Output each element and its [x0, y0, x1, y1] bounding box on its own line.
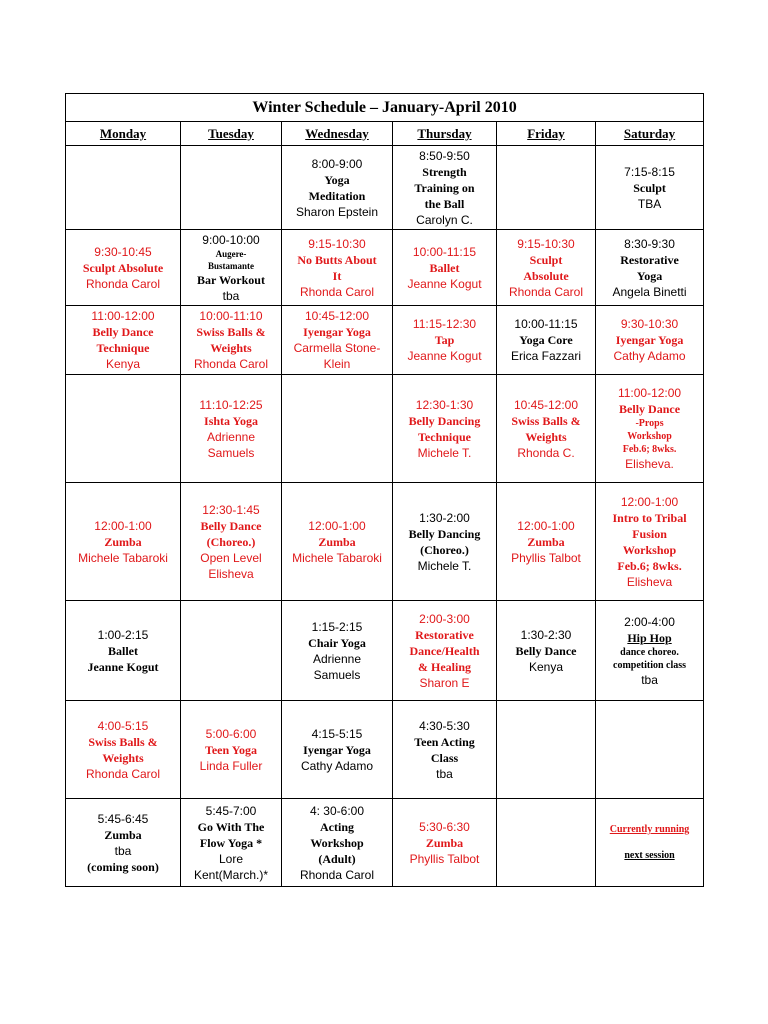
class-line: 11:10-12:25 — [199, 397, 263, 412]
class-cell-saturday — [596, 701, 704, 799]
class-line: Ishta Yoga — [204, 413, 258, 428]
class-cell-friday — [497, 375, 596, 483]
class-cell-monday — [66, 701, 181, 799]
class-line: Go With The — [197, 819, 265, 834]
class-line: Technique — [418, 429, 471, 444]
class-line: 8:00-9:00 — [311, 156, 363, 171]
class-line: 8:50-9:50 — [419, 148, 470, 163]
class-cell-tuesday — [181, 230, 282, 306]
class-cell-friday — [497, 799, 596, 887]
class-line: Tap — [434, 333, 455, 347]
class-line: Ballet — [429, 260, 460, 275]
class-line: Rhonda Carol — [299, 284, 375, 299]
class-line: Feb.6; 8wks. — [617, 558, 682, 573]
class-line: 9:15-10:30 — [308, 236, 366, 251]
class-line: Intro to Tribal — [612, 510, 687, 525]
class-cell-tuesday — [181, 483, 282, 601]
class-line: 12:00-1:00 — [308, 518, 366, 533]
class-line: Michele Tabaroki — [292, 550, 382, 565]
class-line: 10:00-11:10 — [199, 309, 263, 323]
class-line: Carmella Stone- — [293, 341, 381, 355]
class-line: It — [332, 268, 342, 283]
class-line: 4:15-5:15 — [311, 726, 363, 741]
schedule-title: Winter Schedule – January-April 2010 — [66, 94, 704, 122]
class-cell-monday — [66, 230, 181, 306]
class-line: Phyllis Talbot — [409, 851, 480, 866]
class-line: Meditation — [308, 188, 366, 203]
class-line: Kenya — [105, 357, 141, 371]
class-line: Sharon E — [419, 675, 470, 690]
class-line: Swiss Balls & — [88, 734, 158, 749]
class-line: Lore — [218, 851, 244, 866]
class-line: 7:15-8:15 — [624, 164, 675, 179]
class-line: (Choreo.) — [420, 542, 469, 557]
class-line: Adrienne — [312, 651, 362, 666]
class-line: Jeanne Kogut — [407, 276, 482, 291]
class-cell-tuesday — [181, 701, 282, 799]
class-line: Weights — [102, 750, 144, 765]
class-cell-saturday — [596, 483, 704, 601]
class-line: Belly Dance — [200, 518, 262, 533]
class-cell-wednesday — [282, 799, 393, 887]
class-line: Michele T. — [417, 558, 472, 573]
class-line: Weights — [210, 341, 252, 355]
class-line: Kenya — [528, 659, 564, 674]
class-line: Elisheva — [208, 566, 254, 581]
class-line: Belly Dancing — [408, 413, 481, 428]
class-line: Elisheva. — [625, 457, 674, 471]
class-line: Belly Dance — [92, 325, 154, 339]
schedule-row — [66, 146, 704, 230]
class-line: Dance/Health — [409, 643, 480, 658]
class-line: Sculpt — [529, 252, 563, 267]
class-line: Sculpt Absolute — [82, 260, 164, 275]
class-line: Rhonda Carol — [85, 766, 161, 781]
class-cell-wednesday — [282, 306, 393, 375]
class-line: (Adult) — [318, 851, 356, 866]
class-line: Yoga — [324, 172, 350, 187]
class-line: Erica Fazzari — [510, 349, 581, 363]
schedule-row — [66, 601, 704, 701]
class-line: 12:00-1:00 — [517, 518, 575, 533]
class-line: Rhonda Carol — [299, 867, 375, 882]
class-cell-friday — [497, 306, 596, 375]
class-line: Phyllis Talbot — [511, 550, 581, 565]
class-cell-thursday — [393, 230, 497, 306]
schedule-row — [66, 375, 704, 483]
class-cell-monday — [66, 306, 181, 375]
class-line: tba — [436, 766, 453, 781]
day-header-monday: Monday — [66, 122, 181, 146]
class-line: 5:00-6:00 — [205, 726, 257, 741]
class-line: Elisheva — [626, 574, 673, 589]
class-cell-monday — [66, 601, 181, 701]
class-line: Yoga Core — [519, 333, 573, 347]
class-line: & Healing — [418, 659, 471, 674]
class-line: Hip Hop — [627, 630, 672, 645]
class-line: Linda Fuller — [199, 758, 263, 773]
schedule-row — [66, 230, 704, 306]
class-cell-wednesday — [282, 146, 393, 230]
class-cell-friday — [497, 483, 596, 601]
class-cell-wednesday — [282, 483, 393, 601]
class-line: tba — [222, 288, 240, 303]
class-line: 10:00-11:15 — [412, 244, 477, 259]
class-line: 2:00-3:00 — [419, 611, 470, 626]
class-line: Swiss Balls & — [511, 413, 581, 428]
class-cell-tuesday — [181, 799, 282, 887]
class-cell-thursday — [393, 799, 497, 887]
class-line: Zumba — [104, 827, 142, 842]
class-line: Ballet — [108, 643, 138, 658]
class-line: 8:30-9:30 — [624, 236, 675, 251]
class-line: Workshop — [310, 835, 364, 850]
class-cell-saturday — [596, 146, 704, 230]
class-line: Cathy Adamo — [300, 758, 374, 773]
class-cell-friday — [497, 601, 596, 701]
class-line: Absolute — [523, 268, 569, 283]
class-line: tba — [114, 843, 132, 858]
class-cell-wednesday — [282, 601, 393, 701]
class-cell-thursday — [393, 146, 497, 230]
class-line: Teen Acting — [414, 734, 475, 749]
class-line: 5:30-6:30 — [419, 819, 470, 834]
class-line: 9:30-10:45 — [94, 244, 152, 259]
day-header-wednesday: Wednesday — [282, 122, 393, 146]
class-line: TBA — [637, 196, 662, 211]
class-line: Jeanne Kogut — [407, 349, 482, 363]
class-line: Belly Dancing — [408, 526, 481, 541]
class-line: 11:00-12:00 — [91, 309, 155, 323]
class-line: Adrienne — [206, 429, 256, 444]
class-line: Acting — [320, 819, 354, 834]
class-line: Fusion — [632, 526, 667, 541]
class-line: Michele Tabaroki — [78, 550, 168, 565]
class-line: the Ball — [424, 196, 465, 211]
class-line: 11:15-12:30 — [412, 317, 477, 331]
class-line: Workshop — [627, 431, 672, 442]
class-line: 5:45-7:00 — [205, 803, 257, 818]
class-cell-thursday — [393, 306, 497, 375]
class-cell-thursday — [393, 601, 497, 701]
class-line: Technique — [96, 341, 150, 355]
class-line: (coming soon) — [87, 859, 159, 874]
class-line: Klein — [323, 357, 351, 371]
class-line: competition class — [613, 659, 687, 671]
class-line: Samuels — [207, 445, 255, 460]
class-cell-monday — [66, 375, 181, 483]
class-cell-friday — [497, 146, 596, 230]
class-cell-saturday — [596, 306, 704, 375]
class-line: Belly Dance — [619, 402, 681, 416]
class-line: 12:00-1:00 — [94, 518, 152, 533]
class-line: 2:00-4:00 — [624, 614, 675, 629]
class-line: Rhonda C. — [517, 445, 575, 460]
class-line: (Choreo.) — [206, 534, 256, 549]
class-line: Bustamante — [207, 260, 254, 271]
class-line: Iyengar Yoga — [303, 742, 371, 757]
day-header-row — [66, 122, 704, 146]
class-cell-tuesday — [181, 146, 282, 230]
class-line: Currently running — [609, 824, 690, 835]
class-line: Rhonda Carol — [508, 284, 584, 299]
class-line: Open Level — [200, 550, 262, 565]
class-line: No Butts About — [297, 252, 377, 267]
class-cell-monday — [66, 799, 181, 887]
class-line: tba — [641, 672, 658, 687]
class-line: Iyengar Yoga — [303, 325, 371, 339]
class-line: Belly Dance — [515, 643, 577, 658]
class-line: Flow Yoga * — [199, 835, 263, 850]
class-cell-monday — [66, 483, 181, 601]
class-line: Samuels — [313, 667, 361, 682]
class-cell-wednesday — [282, 230, 393, 306]
class-line: 1:30-2:30 — [520, 627, 572, 642]
day-header-saturday: Saturday — [596, 122, 704, 146]
class-line: 12:30-1:30 — [415, 397, 474, 412]
class-line: Restorative — [620, 252, 679, 267]
class-line: dance choreo. — [620, 646, 679, 658]
day-header-tuesday: Tuesday — [181, 122, 282, 146]
class-line: Weights — [525, 429, 567, 444]
class-line: Rhonda Carol — [85, 276, 161, 291]
class-cell-wednesday — [282, 375, 393, 483]
class-line: 5:45-6:45 — [97, 811, 149, 826]
class-cell-friday — [497, 701, 596, 799]
day-header-thursday: Thursday — [393, 122, 497, 146]
class-line: Zumba — [527, 534, 565, 549]
class-line: Restorative — [415, 627, 474, 642]
class-line: 9:30-10:30 — [620, 317, 679, 331]
class-line: 1:00-2:15 — [97, 627, 149, 642]
class-line: Yoga — [636, 268, 663, 283]
schedule-table — [65, 93, 704, 887]
class-line: Sculpt — [633, 180, 666, 195]
class-line: 12:00-1:00 — [620, 494, 679, 509]
class-line: Kent(March.)* — [193, 867, 269, 882]
class-line: Chair Yoga — [308, 635, 366, 650]
class-line: Carolyn C. — [416, 212, 473, 227]
class-line: Rhonda Carol — [193, 357, 269, 371]
class-line: Training on — [414, 180, 475, 195]
class-line: Strength — [422, 164, 467, 179]
class-line: 9:00-10:00 — [202, 232, 260, 247]
class-line: Zumba — [425, 835, 464, 850]
class-line: Sharon Epstein — [295, 204, 379, 219]
class-cell-saturday — [596, 601, 704, 701]
class-cell-tuesday — [181, 375, 282, 483]
class-line: Jeanne Kogut — [87, 659, 159, 674]
day-header-friday: Friday — [497, 122, 596, 146]
class-line: Augere- — [215, 248, 247, 259]
class-line: 9:15-10:30 — [517, 236, 575, 251]
class-line: 4:30-5:30 — [419, 718, 470, 733]
class-line: 10:45-12:00 — [304, 309, 370, 323]
class-line: Class — [430, 750, 459, 765]
class-line — [598, 836, 701, 849]
class-line: 12:30-1:45 — [202, 502, 260, 517]
class-cell-saturday — [596, 230, 704, 306]
class-line: Zumba — [104, 534, 142, 549]
class-cell-wednesday — [282, 701, 393, 799]
class-line: Feb.6; 8wks. — [622, 444, 677, 455]
class-cell-monday — [66, 146, 181, 230]
schedule-row — [66, 799, 704, 887]
class-cell-saturday — [596, 375, 704, 483]
class-line: Angela Binetti — [612, 284, 687, 299]
class-cell-tuesday — [181, 306, 282, 375]
class-line: Teen Yoga — [204, 742, 258, 757]
class-line: Zumba — [318, 534, 356, 549]
class-line: next session — [624, 850, 675, 861]
class-cell-thursday — [393, 701, 497, 799]
class-line: 1:15-2:15 — [311, 619, 363, 634]
class-line: 10:00-11:15 — [514, 317, 578, 331]
class-cell-friday — [497, 230, 596, 306]
class-line: 4: 30-6:00 — [309, 803, 365, 818]
class-line: Bar Workout — [197, 272, 265, 287]
class-line: Workshop — [622, 542, 677, 557]
schedule-row — [66, 306, 704, 375]
class-line: Michele T. — [417, 445, 472, 460]
class-line: Swiss Balls & — [196, 325, 266, 339]
class-line: Iyengar Yoga — [615, 333, 684, 347]
class-cell-thursday — [393, 483, 497, 601]
class-line: 4:00-5:15 — [97, 718, 149, 733]
class-line: 11:00-12:00 — [617, 386, 682, 400]
class-cell-thursday — [393, 375, 497, 483]
class-cell-saturday — [596, 799, 704, 887]
class-line: 1:30-2:00 — [419, 510, 470, 525]
class-line: -Props — [635, 418, 664, 429]
schedule-row — [66, 483, 704, 601]
class-line: 10:45-12:00 — [513, 397, 579, 412]
title-row — [66, 94, 704, 122]
schedule-row — [66, 701, 704, 799]
class-line: Cathy Adamo — [613, 349, 686, 363]
class-cell-tuesday — [181, 601, 282, 701]
